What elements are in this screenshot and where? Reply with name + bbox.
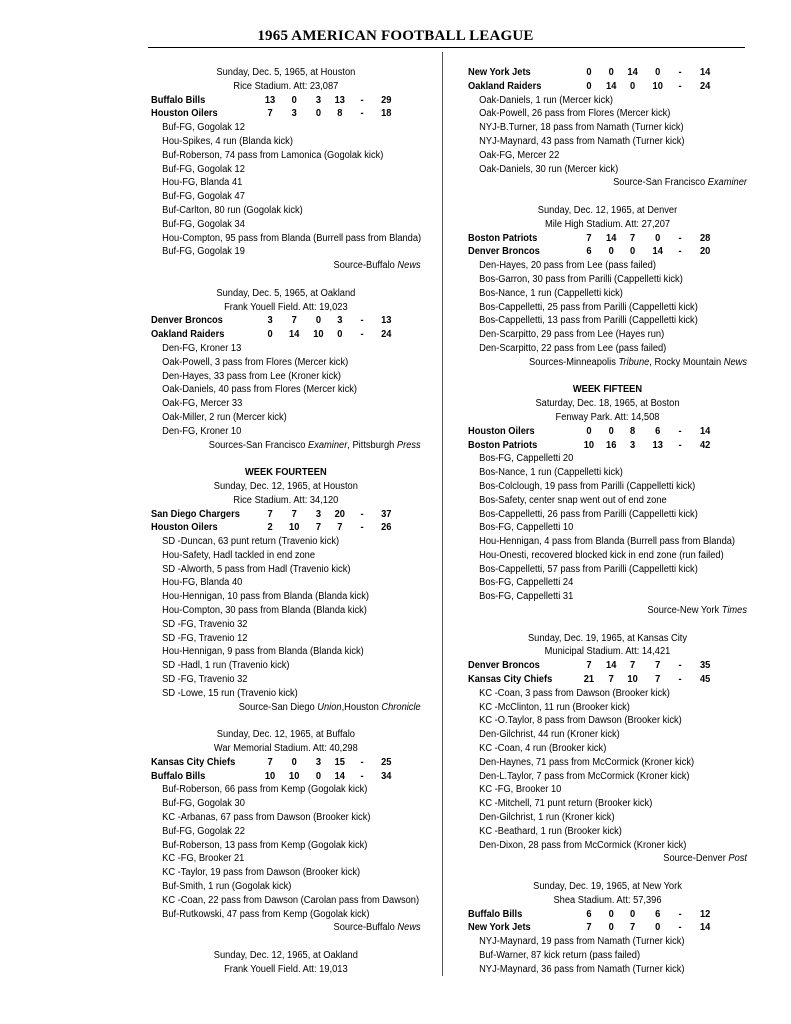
quarter-score: 10 <box>627 674 638 686</box>
team-name: Denver Broncos <box>468 660 540 672</box>
team-name: Boston Patriots <box>468 439 538 451</box>
quarter-score: 7 <box>655 674 661 686</box>
line-score-row <box>468 439 747 453</box>
line-score-row <box>151 508 421 522</box>
scoring-play: KC -FG, Brooker 10 <box>479 784 562 796</box>
game-date: Sunday, Dec. 12, 1965, at Houston <box>213 480 358 492</box>
final-score: 37 <box>381 508 392 520</box>
title-rule <box>148 47 745 48</box>
scoring-play: Den-Scarpitto, 22 pass from Lee (pass failed) <box>479 342 667 354</box>
scoring-play: SD -Alworth, 5 pass from Hadl (Travenio kick) <box>162 563 351 575</box>
line-score-row <box>468 673 747 687</box>
game-block <box>151 466 421 714</box>
quarter-score: 0 <box>608 908 614 920</box>
scoring-play: Buf-FG, Gogolak 19 <box>162 246 245 258</box>
quarter-score: 14 <box>606 660 617 672</box>
quarter-score: 6 <box>586 246 592 258</box>
game-block <box>468 632 747 867</box>
source-publication: News <box>397 922 421 934</box>
score-dash: - <box>678 80 682 92</box>
scoring-play: Hou-Compton, 95 pass from Blanda (Burrell pass from Blanda) <box>162 232 422 244</box>
scoring-play: Buf-Warner, 87 kick return (pass failed) <box>479 950 641 961</box>
scoring-play: Buf-Rutkowski, 47 pass from Kemp (Gogolak kick) <box>162 908 370 920</box>
scoring-play: NYJ-B.Turner, 18 pass from Namath (Turner kick) <box>479 122 684 134</box>
scoring-play: Bos-FG, Cappelletti 10 <box>479 522 574 534</box>
score-dash: - <box>360 108 364 120</box>
quarter-score: 7 <box>608 674 614 686</box>
scoring-play: Bos-Colclough, 19 pass from Parilli (Cappelletti kick) <box>479 480 696 492</box>
line-score-row <box>151 107 421 121</box>
scoring-play: Hou-Safety, Hadl tackled in end zone <box>162 549 316 561</box>
team-name: New York Jets <box>468 67 531 78</box>
scoring-play: Bos-Cappelletti, 25 pass from Parilli (Cappelletti kick) <box>479 301 698 313</box>
source-credit: Sources-Minneapolis Tribune, Rocky Mountain News <box>529 356 747 368</box>
scoring-play: KC -Mitchell, 71 punt return (Brooker kick) <box>479 798 653 810</box>
scoring-play: KC -Coan, 3 pass from Dawson (Brooker kick) <box>479 687 670 699</box>
scoring-play: KC -McClinton, 11 run (Brooker kick) <box>479 701 630 713</box>
quarter-score: 16 <box>606 439 617 451</box>
quarter-score: 0 <box>630 246 636 258</box>
game-venue: Municipal Stadium. Att: 14,421 <box>544 646 671 658</box>
game-block <box>468 66 747 190</box>
scoring-play: Buf-FG, Gogolak 22 <box>162 825 245 837</box>
scoring-play: SD -FG, Travenio 32 <box>162 674 248 686</box>
quarter-score: 10 <box>289 522 300 534</box>
final-score: 42 <box>699 439 711 451</box>
game-venue: Frank Youell Field. Att: 19,023 <box>224 301 348 313</box>
scoring-play: Buf-FG, Gogolak 12 <box>162 163 245 175</box>
right-column <box>468 66 747 990</box>
scoring-play: KC -Taylor, 19 pass from Dawson (Brooker kick) <box>162 867 361 879</box>
game-venue: Rice Stadium. Att: 34,120 <box>233 494 339 506</box>
score-dash: - <box>678 660 682 672</box>
game-block <box>151 66 421 273</box>
final-score: 29 <box>381 94 392 106</box>
line-score-row <box>468 232 747 246</box>
scoring-play: Oak-Daniels, 40 pass from Flores (Mercer kick) <box>162 384 357 396</box>
quarter-score: 0 <box>291 94 297 106</box>
quarter-score: 8 <box>337 108 343 120</box>
quarter-score: 14 <box>606 232 617 244</box>
line-score-row <box>151 521 421 535</box>
source-publication: News <box>723 356 747 368</box>
quarter-score: 10 <box>313 329 324 341</box>
quarter-score: 7 <box>267 756 273 768</box>
final-score: 14 <box>699 922 711 934</box>
game-date: Sunday, Dec. 12, 1965, at Buffalo <box>216 729 355 741</box>
scoring-play: Buf-Smith, 1 run (Gogolak kick) <box>162 881 292 893</box>
source-publication: Tribune <box>618 356 650 368</box>
quarter-score: 3 <box>315 94 321 106</box>
score-dash: - <box>678 674 682 686</box>
column-divider <box>442 52 443 976</box>
quarter-score: 3 <box>337 315 343 327</box>
scoring-play: SD -Hadl, 1 run (Travenio kick) <box>162 660 290 672</box>
scoring-play: Den-FG, Kroner 13 <box>162 342 242 354</box>
quarter-score: 7 <box>337 522 343 534</box>
scoring-play: Buf-FG, Gogolak 34 <box>162 218 245 230</box>
scoring-play: Bos-FG, Cappelletti 24 <box>479 577 574 589</box>
game-date: Sunday, Dec. 5, 1965, at Houston <box>216 67 356 78</box>
quarter-score: 10 <box>264 770 276 782</box>
final-score: 12 <box>699 908 711 920</box>
score-dash: - <box>360 329 364 341</box>
quarter-score: 0 <box>608 425 614 437</box>
final-score: 20 <box>699 246 711 258</box>
scoring-play: Hou-Onesti, recovered blocked kick in end zone (run failed) <box>479 549 724 561</box>
team-name: Kansas City Chiefs <box>468 674 553 686</box>
scoring-play: Hou-Spikes, 4 run (Blanda kick) <box>162 135 293 147</box>
scoring-play: Bos-Nance, 1 run (Cappelletti kick) <box>479 467 623 479</box>
quarter-score: 10 <box>652 80 663 92</box>
scoring-play: Den-L.Taylor, 7 pass from McCormick (Kroner kick) <box>479 770 690 782</box>
scoring-play: Hou-Compton, 30 pass from Blanda (Blanda kick) <box>162 605 367 617</box>
line-score-row <box>468 80 747 94</box>
quarter-score: 14 <box>334 770 345 782</box>
quarter-score: 21 <box>583 674 595 686</box>
final-score: 14 <box>699 425 711 437</box>
team-name: Houston Oilers <box>151 108 218 120</box>
source-publication: Press <box>396 439 421 451</box>
game-venue: War Memorial Stadium. Att: 40,298 <box>213 743 358 755</box>
quarter-score: 7 <box>267 508 273 520</box>
quarter-score: 0 <box>586 80 592 92</box>
quarter-score: 13 <box>334 94 345 106</box>
quarter-score: 3 <box>315 508 321 520</box>
final-score: 14 <box>699 67 711 78</box>
scoring-play: Oak-Powell, 26 pass from Flores (Mercer kick) <box>479 108 671 120</box>
scoring-play: Buf-Roberson, 74 pass from Lamonica (Gogolak kick) <box>162 149 384 161</box>
score-dash: - <box>678 67 682 78</box>
score-dash: - <box>678 922 682 934</box>
quarter-score: 0 <box>291 756 297 768</box>
scoring-play: Hou-FG, Blanda 40 <box>162 577 243 589</box>
scoring-play: Bos-Nance, 1 run (Cappelletti kick) <box>479 287 623 299</box>
quarter-score: 7 <box>586 922 592 934</box>
scoring-play: Oak-FG, Mercer 33 <box>162 398 243 410</box>
scoring-play: Bos-FG, Cappelletti 31 <box>479 591 574 603</box>
quarter-score: 10 <box>289 770 300 782</box>
source-publication: Chronicle <box>381 701 421 713</box>
quarter-score: 15 <box>334 756 345 768</box>
quarter-score: 3 <box>267 315 273 327</box>
scoring-play: KC -FG, Brooker 21 <box>162 853 245 865</box>
scoring-play: Den-Hayes, 33 pass from Lee (Kroner kick) <box>162 370 341 382</box>
quarter-score: 0 <box>267 329 273 341</box>
final-score: 35 <box>699 660 711 672</box>
game-block <box>151 949 421 977</box>
source-publication: Examiner <box>308 439 348 451</box>
line-score-row <box>151 314 421 328</box>
source-credit: Source-New York Times <box>647 605 747 617</box>
scoring-play: KC -Coan, 22 pass from Dawson (Carolan pass from Dawson) <box>162 894 420 906</box>
quarter-score: 7 <box>630 232 636 244</box>
score-dash: - <box>360 508 364 520</box>
quarter-score: 20 <box>334 508 345 520</box>
source-credit: Source-Buffalo News <box>333 260 421 272</box>
quarter-score: 13 <box>264 94 276 106</box>
scoring-play: KC -Arbanas, 67 pass from Dawson (Brooker kick) <box>162 812 371 824</box>
line-score-row <box>151 770 421 784</box>
scoring-play: Oak-Daniels, 1 run (Mercer kick) <box>479 94 614 106</box>
game-block <box>468 880 747 977</box>
game-block <box>151 728 421 935</box>
score-dash: - <box>360 522 364 534</box>
line-score-row <box>468 659 747 673</box>
score-dash: - <box>678 439 682 451</box>
page-title: 1965 AMERICAN FOOTBALL LEAGUE <box>257 28 534 44</box>
quarter-score: 7 <box>586 660 592 672</box>
game-block <box>468 204 747 370</box>
team-name: Oakland Raiders <box>468 80 542 92</box>
game-venue: Rice Stadium. Att: 23,087 <box>233 80 339 92</box>
scoring-play: SD -Duncan, 63 punt return (Travenio kick) <box>162 536 340 548</box>
team-name: New York Jets <box>468 922 531 934</box>
scoring-play: Den-FG, Kroner 10 <box>162 425 242 437</box>
quarter-score: 7 <box>267 108 273 120</box>
score-dash: - <box>360 94 364 106</box>
game-block <box>468 383 747 618</box>
line-score-row <box>151 756 421 770</box>
quarter-score: 13 <box>652 439 663 451</box>
scoring-play: Hou-Hennigan, 10 pass from Blanda (Blanda kick) <box>162 591 369 603</box>
quarter-score: 14 <box>652 246 663 258</box>
quarter-score: 0 <box>315 770 321 782</box>
final-score: 13 <box>381 315 392 327</box>
game-venue: Mile High Stadium. Att: 27,207 <box>544 218 671 230</box>
source-publication: News <box>397 260 421 272</box>
scoring-play: Oak-FG, Mercer 22 <box>479 149 560 161</box>
game-date: Saturday, Dec. 18, 1965, at Boston <box>535 398 680 410</box>
scoring-play: Den-Gilchrist, 1 run (Kroner kick) <box>479 812 615 824</box>
quarter-score: 0 <box>608 246 614 258</box>
quarter-score: 6 <box>655 425 661 437</box>
scoring-play: Hou-Hennigan, 9 pass from Blanda (Blanda kick) <box>162 646 364 658</box>
score-dash: - <box>678 232 682 244</box>
quarter-score: 0 <box>586 67 592 78</box>
game-venue: Fenway Park. Att: 14,508 <box>555 411 660 423</box>
quarter-score: 7 <box>291 508 297 520</box>
scoring-play: NYJ-Maynard, 19 pass from Namath (Turner kick) <box>479 936 685 948</box>
line-score-row <box>468 66 747 80</box>
quarter-score: 10 <box>583 439 595 451</box>
source-credit: Source-San Francisco Examiner <box>613 177 747 189</box>
quarter-score: 0 <box>315 108 321 120</box>
left-column <box>151 66 421 990</box>
scoring-play: KC -O.Taylor, 8 pass from Dawson (Brooker kick) <box>479 715 682 727</box>
quarter-score: 14 <box>289 329 300 341</box>
quarter-score: 0 <box>315 315 321 327</box>
quarter-score: 7 <box>655 660 661 672</box>
final-score: 24 <box>699 80 711 92</box>
line-score-row <box>151 328 421 342</box>
quarter-score: 0 <box>586 425 592 437</box>
scoring-play: Buf-Carlton, 80 run (Gogolak kick) <box>162 204 303 216</box>
source-publication: Times <box>721 605 747 617</box>
source-credit: Source-Denver Post <box>663 853 747 865</box>
quarter-score: 7 <box>630 660 636 672</box>
quarter-score: 0 <box>337 329 343 341</box>
source-credit: Sources-San Francisco Examiner, Pittsburgh Press <box>208 439 421 451</box>
team-name: Buffalo Bills <box>151 94 206 106</box>
score-dash: - <box>360 770 364 782</box>
scoring-play: Buf-Roberson, 66 pass from Kemp (Gogolak kick) <box>162 784 368 796</box>
source-credit: Source-Buffalo News <box>333 922 421 934</box>
team-name: Houston Oilers <box>468 425 535 437</box>
quarter-score: 3 <box>315 756 321 768</box>
scoring-play: KC -Beathard, 1 run (Brooker kick) <box>479 825 622 837</box>
scoring-play: Den-Haynes, 71 pass from McCormick (Kroner kick) <box>479 756 695 768</box>
scoring-play: Den-Hayes, 20 pass from Lee (pass failed) <box>479 260 656 272</box>
scoring-play: NYJ-Maynard, 43 pass from Namath (Turner kick) <box>479 135 685 147</box>
scoring-play: Buf-FG, Gogolak 12 <box>162 122 245 134</box>
game-date: Sunday, Dec. 12, 1965, at Oakland <box>213 950 358 961</box>
score-dash: - <box>678 908 682 920</box>
source-credit: Source-San Diego Union,Houston Chronicle <box>238 701 421 713</box>
game-date: Sunday, Dec. 19, 1965, at New York <box>533 881 682 893</box>
scoring-play: Buf-FG, Gogolak 47 <box>162 191 245 203</box>
quarter-score: 7 <box>291 315 297 327</box>
quarter-score: 6 <box>655 908 661 920</box>
scoring-play: Oak-Miller, 2 run (Mercer kick) <box>162 411 287 423</box>
team-name: Buffalo Bills <box>151 770 206 782</box>
scoring-play: Den-Gilchrist, 44 run (Kroner kick) <box>479 729 620 741</box>
final-score: 34 <box>381 770 392 782</box>
scoring-play: SD -Lowe, 15 run (Travenio kick) <box>162 687 298 699</box>
scoring-play: Oak-Daniels, 30 run (Mercer kick) <box>479 163 619 175</box>
game-date: Sunday, Dec. 19, 1965, at Kansas City <box>527 632 688 644</box>
scoring-play: Bos-Garron, 30 pass from Parilli (Cappelletti kick) <box>479 273 683 285</box>
team-name: Oakland Raiders <box>151 329 225 341</box>
quarter-score: 0 <box>655 922 661 934</box>
week-heading: WEEK FIFTEEN <box>572 384 643 396</box>
quarter-score: 14 <box>606 80 617 92</box>
quarter-score: 3 <box>291 108 297 120</box>
line-score-row <box>468 908 747 922</box>
quarter-score: 0 <box>630 908 636 920</box>
final-score: 25 <box>381 756 392 768</box>
line-score-row <box>468 245 747 259</box>
game-date: Sunday, Dec. 5, 1965, at Oakland <box>216 287 356 299</box>
team-name: Denver Broncos <box>468 246 540 258</box>
scoring-play: SD -FG, Travenio 32 <box>162 618 248 630</box>
scoring-play: Hou-Hennigan, 4 pass from Blanda (Burrell pass from Blanda) <box>479 536 736 548</box>
quarter-score: 2 <box>267 522 273 534</box>
scoring-play: Hou-FG, Blanda 41 <box>162 177 243 189</box>
team-name: San Diego Chargers <box>151 508 240 520</box>
score-dash: - <box>678 425 682 437</box>
scoring-play: Buf-Roberson, 13 pass from Kemp (Gogolak kick) <box>162 839 368 851</box>
quarter-score: 14 <box>627 67 638 78</box>
team-name: Denver Broncos <box>151 315 223 327</box>
score-dash: - <box>360 756 364 768</box>
scoring-play: KC -Coan, 4 run (Brooker kick) <box>479 743 607 755</box>
final-score: 18 <box>381 108 392 120</box>
quarter-score: 0 <box>608 922 614 934</box>
scoring-play: Bos-Cappelletti, 26 pass from Parilli (Cappelletti kick) <box>479 508 698 520</box>
final-score: 45 <box>699 674 711 686</box>
scoring-play: Den-Scarpitto, 29 pass from Lee (Hayes run) <box>479 329 665 341</box>
quarter-score: 0 <box>655 232 661 244</box>
source-publication: Post <box>728 853 747 865</box>
score-dash: - <box>360 315 364 327</box>
scoring-play: NYJ-Maynard, 36 pass from Namath (Turner kick) <box>479 963 685 975</box>
team-name: Boston Patriots <box>468 232 538 244</box>
scoring-play: SD -FG, Travenio 12 <box>162 632 248 644</box>
quarter-score: 0 <box>655 67 661 78</box>
quarter-score: 3 <box>630 439 636 451</box>
source-publication: Union <box>317 701 342 713</box>
line-score-row <box>468 921 747 935</box>
line-score-row <box>468 425 747 439</box>
scoring-play: Den-Dixon, 28 pass from McCormick (Kroner kick) <box>479 839 687 851</box>
quarter-score: 0 <box>630 80 636 92</box>
quarter-score: 7 <box>315 522 321 534</box>
score-dash: - <box>678 246 682 258</box>
scoring-play: Bos-Cappelletti, 57 pass from Parilli (Cappelletti kick) <box>479 563 698 575</box>
quarter-score: 0 <box>608 67 614 78</box>
source-publication: Examiner <box>707 177 747 189</box>
scoring-play: Buf-FG, Gogolak 30 <box>162 798 245 810</box>
scoring-play: Bos-Safety, center snap went out of end zone <box>479 494 667 506</box>
quarter-score: 7 <box>586 232 592 244</box>
scoring-play: Bos-Cappelletti, 13 pass from Parilli (Cappelletti kick) <box>479 315 698 327</box>
final-score: 26 <box>381 522 392 534</box>
game-venue: Shea Stadium. Att: 57,396 <box>553 894 662 906</box>
quarter-score: 8 <box>630 425 636 437</box>
final-score: 28 <box>699 232 711 244</box>
team-name: Buffalo Bills <box>468 908 523 920</box>
team-name: Houston Oilers <box>151 522 218 534</box>
scoring-play: Oak-Powell, 3 pass from Flores (Mercer kick) <box>162 356 349 368</box>
game-venue: Frank Youell Field. Att: 19,013 <box>224 963 348 975</box>
final-score: 24 <box>381 329 392 341</box>
team-name: Kansas City Chiefs <box>151 756 236 768</box>
quarter-score: 6 <box>586 908 592 920</box>
scoring-play: Bos-FG, Cappelletti 20 <box>479 453 574 465</box>
quarter-score: 7 <box>630 922 636 934</box>
week-heading: WEEK FOURTEEN <box>245 467 327 479</box>
line-score-row <box>151 94 421 108</box>
game-date: Sunday, Dec. 12, 1965, at Denver <box>537 204 678 216</box>
game-block <box>151 287 421 453</box>
